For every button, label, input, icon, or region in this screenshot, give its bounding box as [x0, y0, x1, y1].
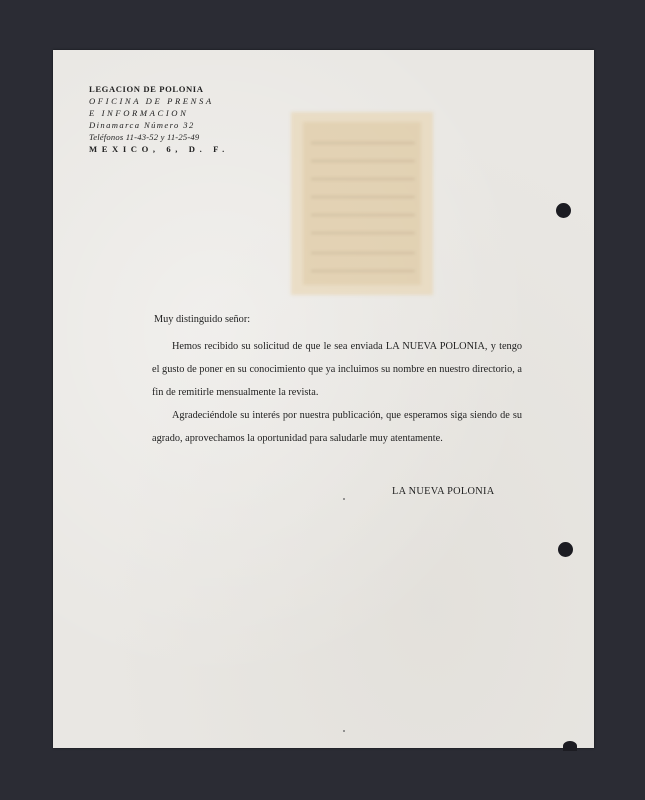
letterhead-office-line2: E INFORMACION [89, 108, 189, 118]
letterhead-phones: Teléfonos 11-43-52 y 11-25-49 [89, 132, 200, 142]
letterhead-organization: LEGACION DE POLONIA [89, 84, 204, 94]
letterhead-office-line1: OFICINA DE PRENSA [89, 96, 214, 106]
binder-hole-top [556, 203, 571, 218]
letter-sheet [53, 50, 594, 748]
letter-signature: LA NUEVA POLONIA [392, 486, 495, 497]
letterhead [89, 83, 229, 155]
bleed-through-clipping [291, 112, 433, 295]
letter-body [152, 335, 522, 450]
paper-speck [343, 730, 345, 732]
binder-hole-edge [563, 741, 577, 751]
letter-salutation: Muy distinguido señor: [154, 314, 251, 325]
binder-hole-bottom [558, 542, 573, 557]
letter-paragraph-1: Hemos recibido su solicitud de que le sea enviada LA NUEVA POLONIA, y tengo el gusto de poner en su conocimiento que ya incluimos su nombre en nuestro directorio, a fin de remitirle mensualmente la revista. [152, 341, 522, 398]
letter-paragraph-2: Agradeciéndole su interés por nuestra publicación, que esperamos siga siendo de su agrado, aprovechamos la oportunidad para saludarle muy atentamente. [152, 410, 522, 444]
paper-speck [343, 498, 345, 500]
letterhead-address: Dinamarca Número 32 [89, 120, 195, 130]
letterhead-city: MEXICO, 6, D. F. [89, 144, 229, 154]
